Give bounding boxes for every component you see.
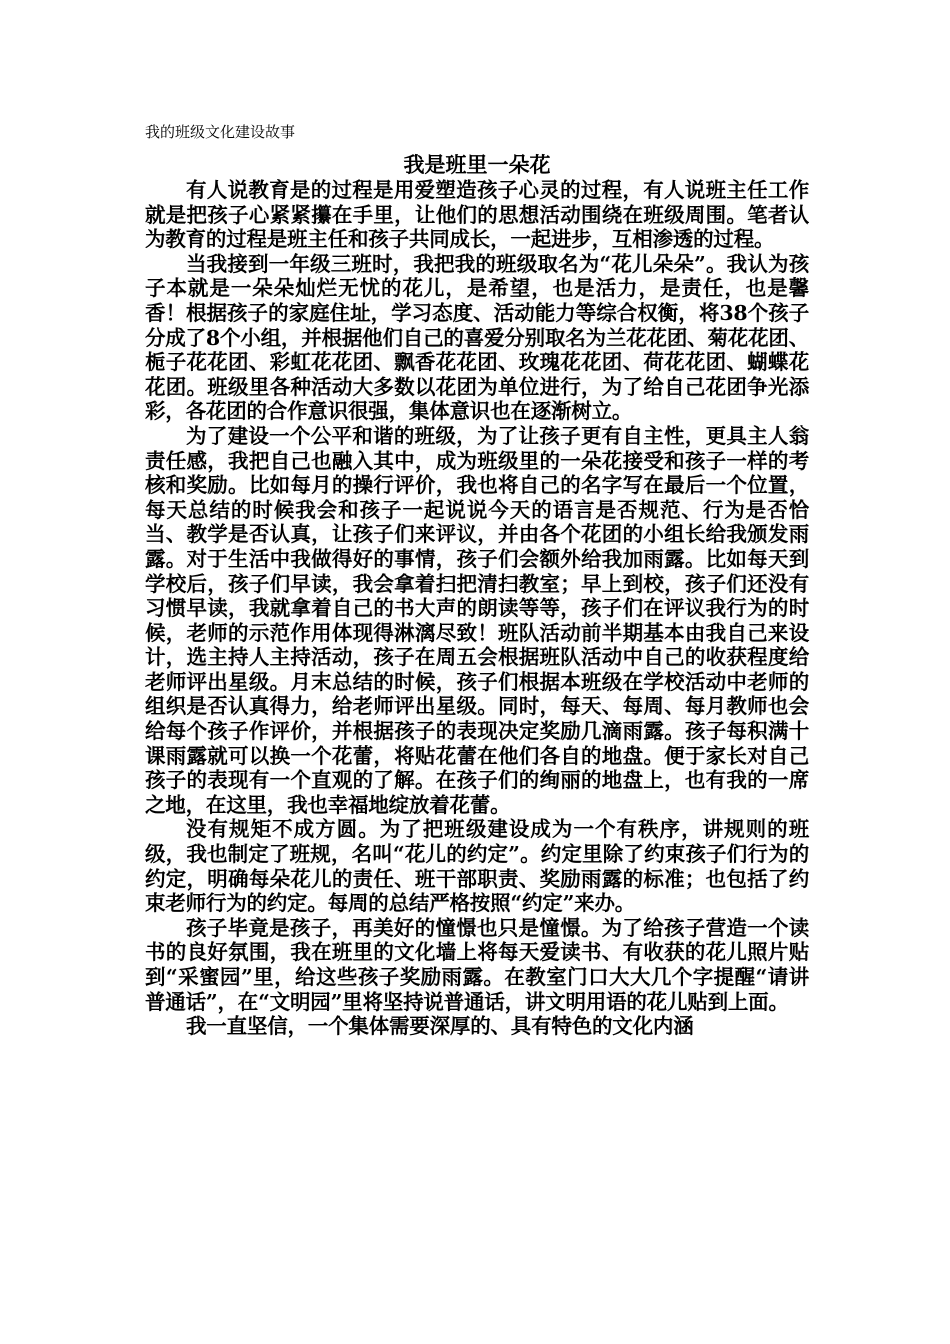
- document-title: 我是班里一朵花: [403, 152, 551, 177]
- paragraph-intro: 有人说教育是的过程是用爱塑造孩子心灵的过程，有人说班主任工作就是把孩子心紧紧攥在手里，让他们的思想活动围绕在班级周围。笔者认为教育的过程是班主任和孩子共同成长，一起进步，互相渗透的过程。: [145, 178, 809, 252]
- paragraph-culture: 我一直坚信，一个集体需要深厚的、具有特色的文化内涵: [186, 1014, 694, 1039]
- paragraph-rules: 没有规矩不成方圆。为了把班级建设成为一个有秩序，讲规则的班级，我也制定了班规，名叫“花儿的约定”。约定里除了约束孩子们行为的约定，明确每朵花儿的责任、班干部职责、奖励雨露的标准；也包括了约束老师行为的约定。每周的总结严格按照“约定”来办。: [145, 817, 809, 916]
- document-body: [145, 178, 809, 1039]
- paragraph-fairness: 为了建设一个公平和谐的班级，为了让孩子更有自主性，更具主人翁责任感，我把自己也融入其中，成为班级里的一朵花接受和孩子一样的考核和奖励。比如每月的操行评价，我也将自己的名字写在最后一个位置，每天总结的时候我会和孩子一起说说今天的语言是否规范、行为是否恰当、教学是否认真，让孩子们来评议，并由各个花团的小组长给我颁发雨露。对于生活中我做得好的事情，孩子们会额外给我加雨露。比如每天到学校后，孩子们早读，我会拿着扫把清扫教室；早上到校，孩子们还没有习惯早读，我就拿着自己的书大声的朗读等等，孩子们在评议我行为的时候，老师的示范作用体现得淋漓尽致！班队活动前半期基本由我自己来设计，选主持人主持活动，孩子在周五会根据班队活动中自己的收获程度给老师评出星级。月末总结的时候，孩子们根据本班级在学校活动中老师的组织是否认真得力，给老师评出星级。同时，每天、每周、每月教师也会给每个孩子作评价，并根据孩子的表现决定奖励几滴雨露。孩子每积满十课雨露就可以换一个花蕾，将贴花蕾在他们各自的地盘。便于家长对自己孩子的表现有一个直观的了解。在孩子们的绚丽的地盘上，也有我的一席之地，在这里，我也幸福地绽放着花蕾。: [145, 423, 809, 817]
- paragraph-class-naming: 当我接到一年级三班时，我把我的班级取名为“花儿朵朵”。我认为孩子本就是一朵朵灿烂无忧的花儿，是希望，也是活力，是责任，也是馨香！根据孩子的家庭住址，学习态度、活动能力等综合权衡，将38个孩子分成了8个小组，并根据他们自己的喜爱分别取名为兰花花团、菊花花团、栀子花花团、彩虹花花团、飘香花花团、玫瑰花花团、荷花花团、蝴蝶花花团。班级里各种活动大多数以花团为单位进行，为了给自己花团争光添彩，各花团的合作意识很强，集体意识也在逐渐树立。: [145, 251, 809, 424]
- paragraph-reading: 孩子毕竟是孩子，再美好的憧憬也只是憧憬。为了给孩子营造一个读书的良好氛围，我在班里的文化墙上将每天爱读书、有收获的花儿照片贴到“采蜜园”里，给这些孩子奖励雨露。在教室门口大大几个字提醒“请讲普通话”，在“文明园”里将坚持说普通话，讲文明用语的花儿贴到上面。: [145, 915, 809, 1014]
- document-header: 我的班级文化建设故事: [145, 123, 296, 141]
